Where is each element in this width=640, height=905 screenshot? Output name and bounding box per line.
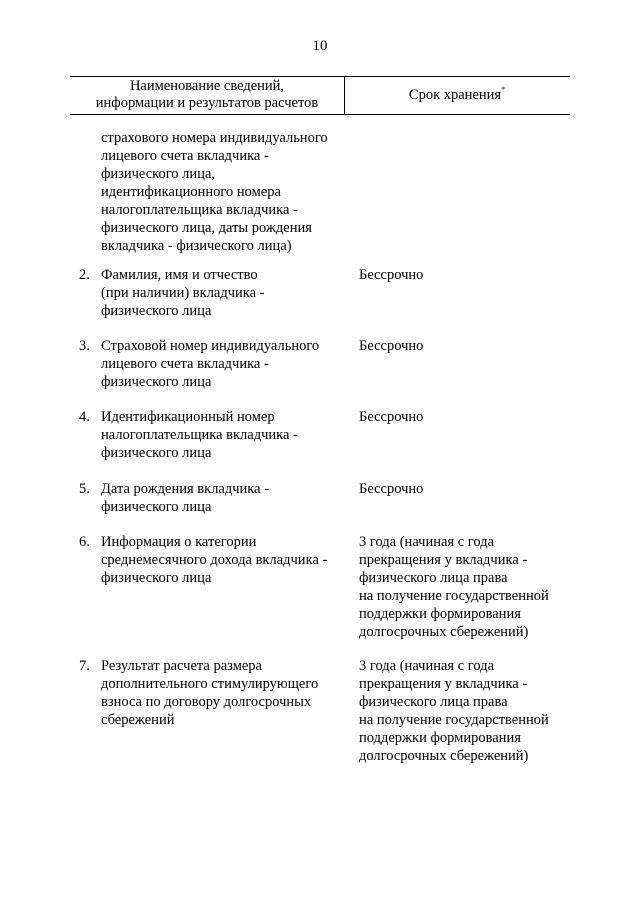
row-term: Бессрочно bbox=[359, 481, 424, 497]
row-term: 3 года (начиная с года прекращения у вкладчика - физического лица права на получение государственной поддержки формирования долгосрочных сбережений) bbox=[359, 658, 549, 764]
row-number: 3. bbox=[79, 338, 90, 354]
table-header-name-column bbox=[70, 78, 344, 112]
continued-row-text: страхового номера индивидуального лицевого счета вкладчика - физического лица, идентификационного номера налогоплательщика вкладчика - физического лица, даты рождения вкладчика - физического лица) bbox=[101, 130, 328, 254]
row-term: 3 года (начиная с года прекращения у вкладчика - физического лица права на получение государственной поддержки формирования долгосрочных сбережений) bbox=[359, 534, 549, 640]
table-header-top-rule bbox=[70, 76, 570, 77]
row-term: Бессрочно bbox=[359, 338, 424, 354]
row-number: 2. bbox=[79, 267, 90, 283]
row-number: 4. bbox=[79, 409, 90, 425]
row-term: Бессрочно bbox=[359, 267, 424, 283]
footnote-mark: * bbox=[501, 85, 506, 94]
row-term: Бессрочно bbox=[359, 409, 424, 425]
row-name: Идентификационный номер налогоплательщика вкладчика - физического лица bbox=[101, 409, 298, 461]
table-header-term-column bbox=[344, 87, 570, 104]
table-header-name-label: Наименование сведений, информации и результатов расчетов bbox=[95, 78, 319, 111]
row-number: 7. bbox=[79, 658, 90, 674]
row-name: Результат расчета размера дополнительного стимулирующего взноса по договору долгосрочных сбережений bbox=[101, 658, 319, 728]
row-name: Дата рождения вкладчика - физического лица bbox=[101, 481, 270, 515]
table-header-term-label: Срок хранения bbox=[408, 87, 502, 103]
row-name: Страховой номер индивидуального лицевого счета вкладчика - физического лица bbox=[101, 338, 320, 390]
row-number: 6. bbox=[79, 534, 90, 550]
row-name: Информация о категории среднемесячного дохода вкладчика - физического лица bbox=[101, 534, 328, 586]
table-header-bottom-rule bbox=[70, 114, 570, 115]
page-number: 10 bbox=[312, 38, 328, 54]
row-name: Фамилия, имя и отчество (при наличии) вкладчика - физического лица bbox=[101, 267, 265, 319]
row-number: 5. bbox=[79, 481, 90, 497]
